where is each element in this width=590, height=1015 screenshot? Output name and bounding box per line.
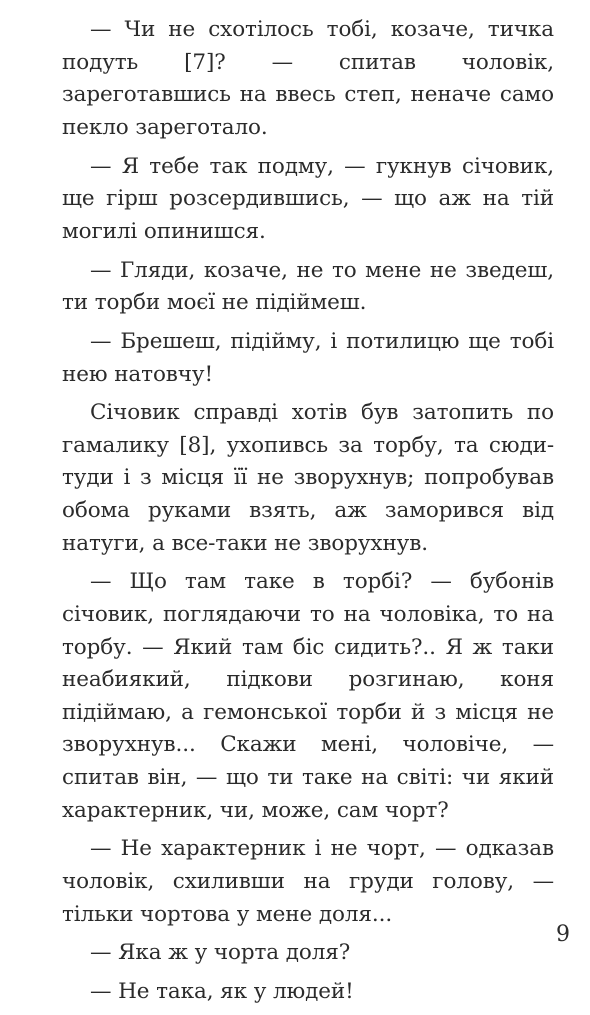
paragraph: — Гляди, козаче, не то мене не зведеш, ти торби моєї не підіймеш. [62, 257, 554, 316]
paragraph: — Яка ж у чорта доля? [90, 940, 351, 966]
paragraph: — Я тебе так подму, — гукнув січовик, ще гірш розсердившись, — що аж на тій могилі опинишся. [62, 153, 554, 244]
paragraph: — Що там таке в торбі? — бубонів січовик, поглядаючи то на чоловіка, то на торбу. — Який там біс сидить?.. Я ж таки неабиякий, підкови розгинаю, коня підіймаю, а гемонської торби й з місця не зворухнув... Скажи мені, чоловіче, — спитав він, — що ти таке на світі: чи який характерник, чи, може, сам чорт? [62, 569, 554, 823]
paragraph: — Брешеш, підійму, і потилицю ще тобі нею натовчу! [62, 328, 554, 387]
paragraph: — Не характерник і не чорт, — одказав чоловік, схиливши на груди голову, — тільки чортова у мене доля... [62, 836, 554, 927]
page-number: 9 [556, 922, 570, 947]
body-text [62, 14, 554, 1015]
paragraph: — Чи не схотілось тобі, козаче, тичка подуть [7]? — спитав чоловік, зареготавшись на ввесь степ, неначе само пекло зареготало. [62, 17, 554, 140]
paragraph: Січовик справді хотів був затопить по гамалику [8], ухопивсь за торбу, та сюди-туди і з місця її не зворухнув; попробував обома руками взять, аж заморився від натуги, а все-таки не зворухнув. [62, 400, 554, 556]
paragraph: — Не така, як у людей! [90, 979, 354, 1005]
